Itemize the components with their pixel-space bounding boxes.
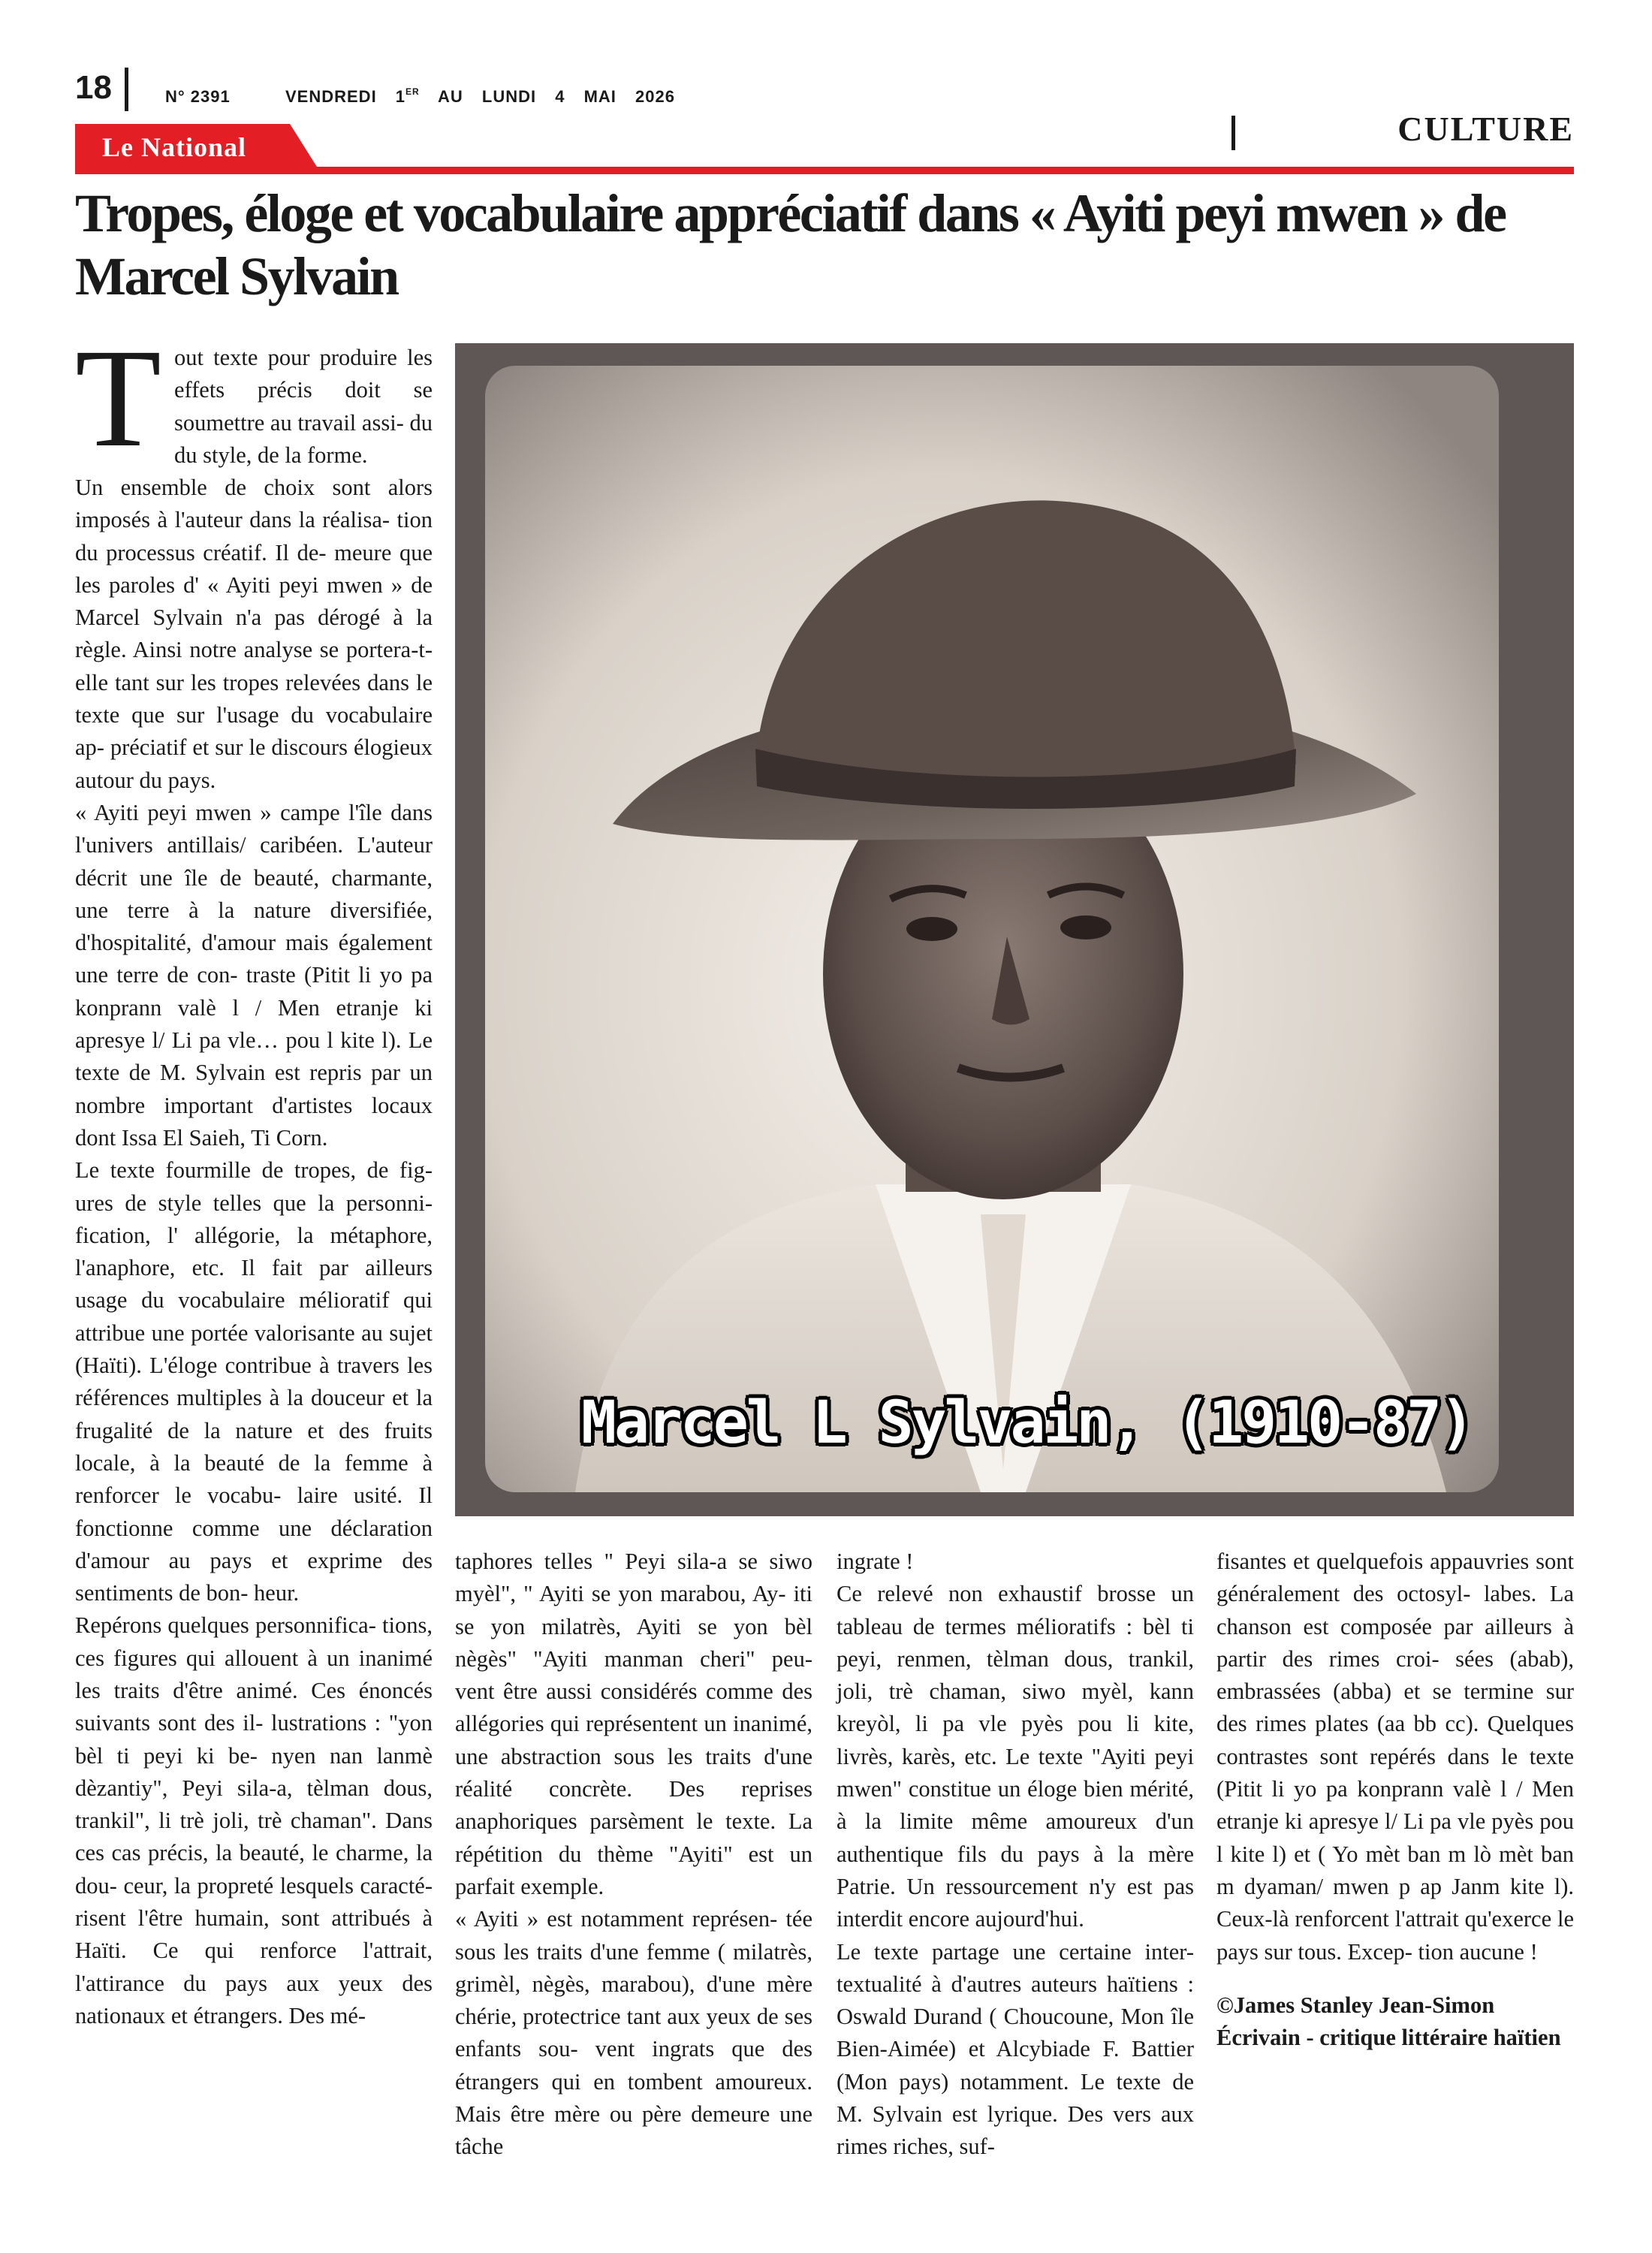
- paragraph: Un ensemble de choix sont alors imposés à l'auteur dans la réalisa- tion du processus créatif. Il de- meure que les paroles d' « Ayiti peyi mwen » de Marcel Sylvain n'a pas dérogé à la règle. Ainsi notre analyse se portera-t-elle tant sur les tropes relevées dans le texte que sur l'usage du vocabulaire ap- préciatif et sur le discours élogieux autour du pays.: [75, 475, 433, 793]
- paragraph: « Ayiti » est notamment représen- tée sous les traits d'une femme ( milatrès, grimèl, nègès, marabou), d'une mère chérie, protectrice tant aux yeux de ses enfants sou- vent ingrats que des étrangers qui en tombent amoureux. Mais être mère ou père demeure une tâche: [455, 1906, 812, 2160]
- header-rule: [75, 167, 1574, 174]
- issue-date-start: VENDREDI 1: [285, 87, 406, 106]
- paragraph: ingrate !: [837, 1549, 914, 1574]
- article-headline: Tropes, éloge et vocabulaire appréciatif dans « Ayiti peyi mwen » de Marcel Sylvain: [75, 183, 1506, 306]
- photo-caption: Marcel L Sylvain, (1910-87): [581, 1389, 1473, 1457]
- page-number-divider: [125, 68, 128, 111]
- author-role: Écrivain - critique littéraire haïtien: [1216, 2025, 1561, 2051]
- column-4: [1216, 1546, 1574, 2054]
- paragraph: Le texte partage une certaine inter- textualité à d'autres auteurs haïtiens : Oswald Durand ( Choucoune, Mon île Bien-Aimée) et Alcybiade F. Battier (Mon pays) notamment. Le texte de M. Sylvain est lyrique. Des vers aux rimes riches, suf-: [837, 1938, 1194, 2160]
- issue-date-superscript: ER: [405, 86, 420, 97]
- paragraph: Le texte fourmille de tropes, de fig- ures de style telles que la personni- fication, l' allégorie, la métaphore, l'anaphore, etc. Il fait par ailleurs usage du vocabulaire mélioratif qui attribue une portée valorisante au sujet (Haïti). L'éloge contribue à travers les références multiples à la douceur et la frugalité de la nature et des fruits locale, à la beauté de la femme à renforcer le vocabu- laire usité. Il fonctionne comme une déclaration d'amour au pays et exprime des sentiments de bon- heur.: [75, 1157, 433, 1606]
- paragraph: Repérons quelques personnifica- tions, ces figures qui allouent à un inanimé les traits d'être animé. Ces énoncés suivants sont des il- lustrations : "yon bèl ti peyi ki be- nyen nan lanmè dèzantiy", Peyi sila-a, tèlman dous, trankil", li trè joli, trè chaman". Dans ces cas précis, la beauté, le charme, la dou- ceur, la propreté lesquels caracté- risent l'être humain, sont attribués à Haïti. Ce qui renforce l'attrait, l'attirance du pays aux yeux des nationaux et étrangers. Des mé-: [75, 1612, 433, 2028]
- drop-cap: T: [75, 319, 161, 476]
- column-2: [455, 1546, 812, 2164]
- author-signature: ©James Stanley Jean-Simon: [1216, 1992, 1495, 2018]
- paragraph: fisantes et quelquefois appauvries sont généralement des octosyl- labes. La chanson est composée par ailleurs à partir des rimes croi- sées (abab), embrassées (abba) et se termine sur des rimes plates (aa bb cc). Quelques contrastes sont repérés dans le texte (Pitit li yo pa konprann valè l / Men etranje ki apresye l/ Li pa vle pyès pou l kite l) et ( Yo mèt ban m lò mèt ban m dyaman/ mwen p ap Janm kite l). Ceux-là renforcent l'attrait qu'exerce le pays sur tous. Excep- tion aucune !: [1216, 1549, 1574, 1965]
- issue-number: N° 2391: [165, 87, 231, 106]
- paragraph: Ce relevé non exhaustif brosse un tableau de termes mélioratifs : bèl ti peyi, renmen, tèlman dous, trankil, joli, trè chaman, siwo myèl, kann kreyòl, li pa vle pyès pou li kite, livrès, karès, etc. Le texte "Ayiti peyi mwen" constitue un éloge bien mérité, à la limite même amoureux d'un authentique fils du pays à la mère Patrie. Un ressourcement n'y est pas interdit encore aujourd'hui.: [837, 1581, 1194, 1932]
- brand-name: Le National: [102, 132, 247, 162]
- issue-date-end: AU LUNDI 4 MAI 2026: [419, 87, 675, 106]
- page-number: 18: [75, 69, 112, 106]
- paragraph: taphores telles " Peyi sila-a se siwo myèl", " Ayiti se yon marabou, Ay- iti se yon milatrès, Ayiti se yon bèl nègès" "Ayiti manman cheri" peu- vent être aussi considérés comme des allégories qui représentent un inanimé, une abstraction sous les traits d'une réalité concrète. Des reprises anaphoriques parsèment le texte. La répétition du thème "Ayiti" est un parfait exemple.: [455, 1549, 812, 1899]
- issue-date: [285, 87, 675, 107]
- intro-paragraph: out texte pour produire les effets précis doit se soumettre au travail assi- du du style, de la forme.: [174, 345, 433, 468]
- section-divider: [1231, 116, 1235, 150]
- column-1: [75, 472, 433, 2032]
- paragraph: « Ayiti peyi mwen » campe l'île dans l'univers antillais/ caribéen. L'auteur décrit une île de beauté, charmante, une terre à la nature diversifiée, d'hospitalité, d'amour mais également une terre de con- traste (Pitit li yo pa konprann valè l / Men etranje ki apresye l/ Li pa vle… pou l kite l). Le texte de M. Sylvain est repris par un nombre important d'artistes locaux dont Issa El Saieh, Ti Corn.: [75, 799, 433, 1151]
- portrait-illustration: [455, 343, 1574, 1516]
- spacer: [1216, 1968, 1574, 1989]
- section-title: CULTURE: [1397, 110, 1574, 148]
- portrait-photo: [455, 343, 1574, 1516]
- column-3: [837, 1546, 1194, 2164]
